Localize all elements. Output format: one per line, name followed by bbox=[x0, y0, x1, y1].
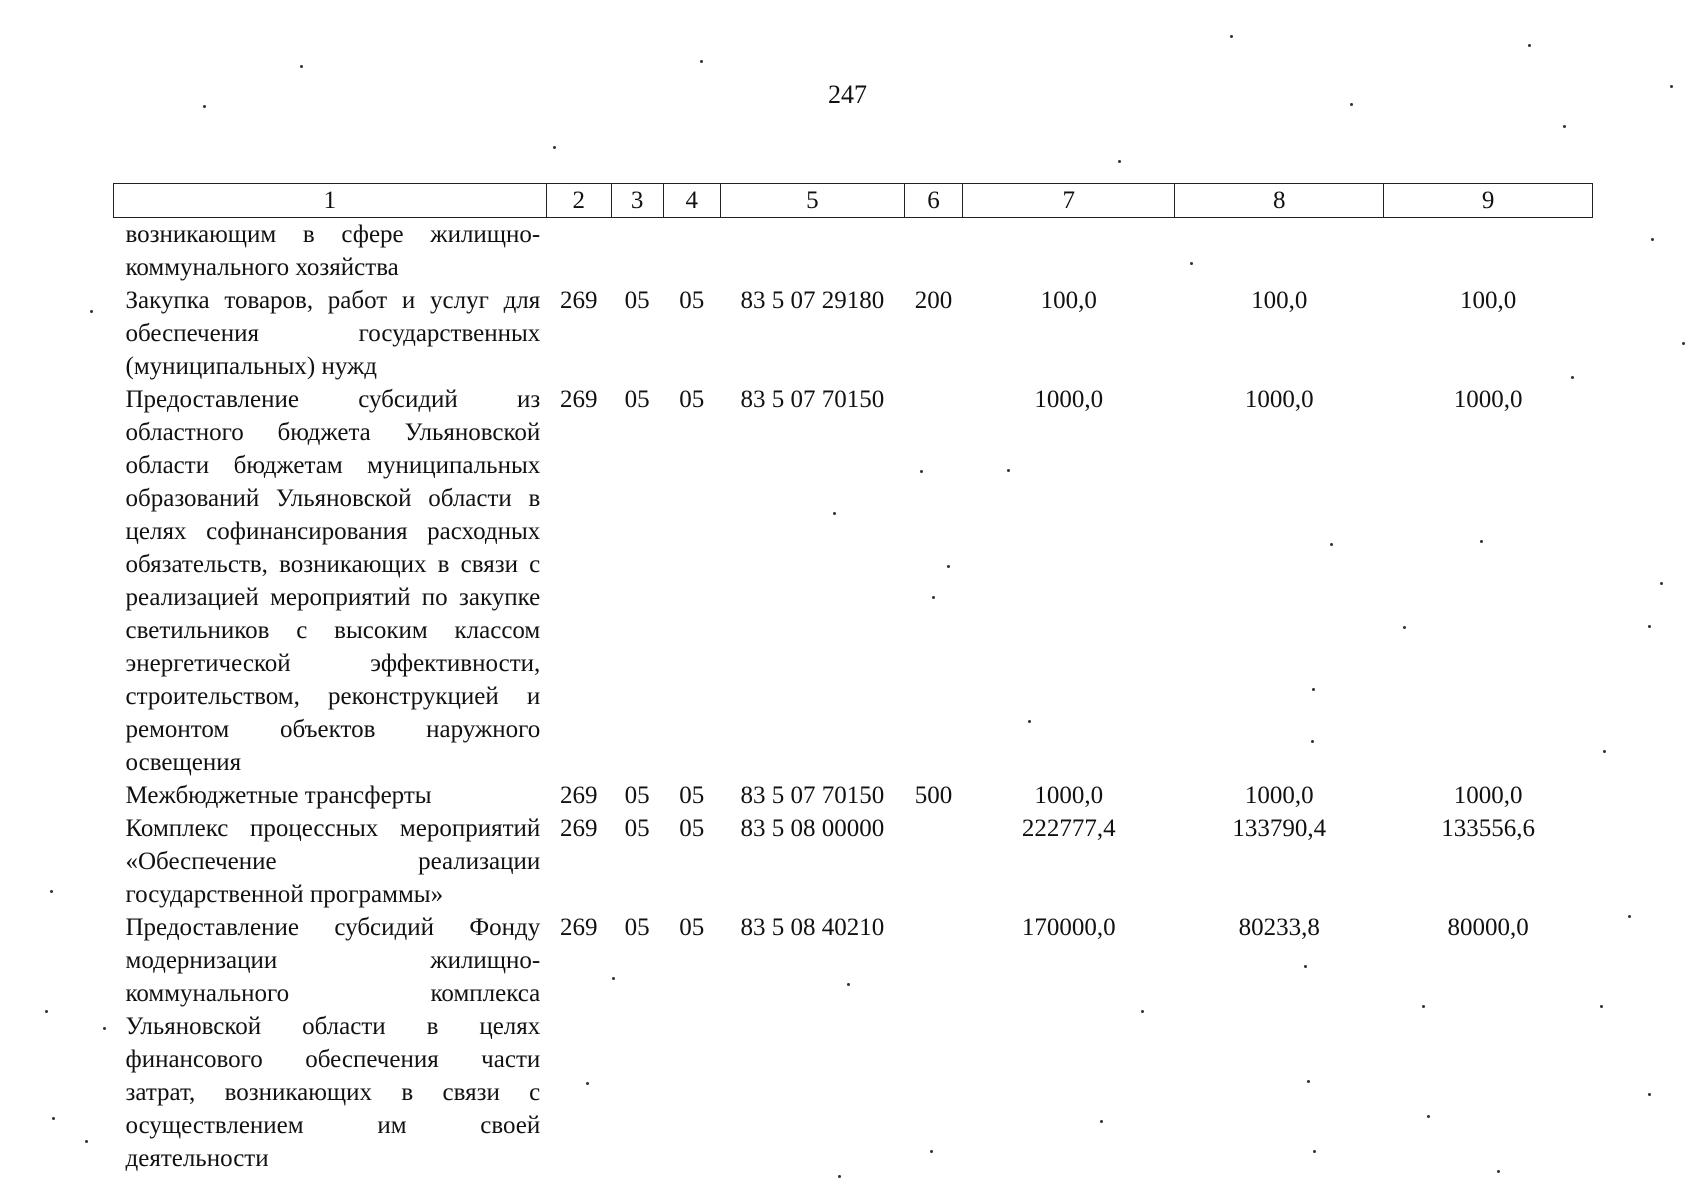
row-amount-col8: 80233,8 bbox=[1238, 914, 1320, 941]
row-subsection-code: 05 bbox=[679, 287, 705, 314]
row-target-code: 83 5 08 40210 bbox=[740, 914, 885, 941]
row-amount-col7: 222777,4 bbox=[1021, 815, 1116, 842]
row-subsection-code: 05 bbox=[679, 782, 705, 809]
header-col-7: 7 bbox=[963, 184, 1175, 218]
scan-speck bbox=[1670, 85, 1673, 88]
scan-speck bbox=[1230, 35, 1233, 38]
row-section-code: 05 bbox=[624, 914, 650, 941]
scan-speck bbox=[1028, 720, 1031, 723]
page-number: 247 bbox=[828, 80, 867, 109]
row-expense-type bbox=[904, 383, 962, 779]
table-row bbox=[114, 284, 1593, 383]
row-amount-col7: 100,0 bbox=[1040, 287, 1097, 314]
scan-speck bbox=[1190, 262, 1193, 265]
row-admin-code: 269 bbox=[559, 815, 598, 842]
row-subsection-code: 05 bbox=[679, 914, 705, 941]
scan-speck bbox=[1007, 469, 1010, 472]
row-amount-col7: 1000,0 bbox=[1034, 386, 1104, 413]
header-col-8: 8 bbox=[1175, 184, 1384, 218]
row-target-code: 83 5 08 00000 bbox=[740, 815, 885, 842]
scan-speck bbox=[700, 60, 703, 63]
scan-speck bbox=[920, 470, 923, 473]
row-admin-code bbox=[546, 218, 611, 285]
row-expense-type bbox=[904, 218, 962, 285]
scan-speck bbox=[1427, 1115, 1430, 1118]
scan-speck bbox=[1313, 1150, 1316, 1153]
scan-speck bbox=[947, 565, 950, 568]
scan-speck bbox=[612, 977, 615, 980]
row-amount-col8: 100,0 bbox=[1251, 287, 1308, 314]
scan-speck bbox=[1682, 342, 1685, 345]
header-col-6: 6 bbox=[904, 184, 962, 218]
scan-speck bbox=[1311, 740, 1314, 743]
scan-speck bbox=[847, 983, 850, 986]
scan-speck bbox=[838, 1175, 841, 1178]
scan-speck bbox=[932, 596, 935, 599]
scan-speck bbox=[1307, 1080, 1310, 1083]
row-description: Предоставление субсидий из областного бюджета Ульяновской области бюджетам муниципальных образований Ульяновской области в целях софинансирования расходных обязательств, возникающих в связи с реализацией мероприятий по закупке светильников с высоким классом энергетической эффективности, строительством, реконструкцией и ремонтом объектов наружного освещения bbox=[125, 386, 541, 776]
row-section-code: 05 bbox=[624, 815, 650, 842]
header-col-5: 5 bbox=[720, 184, 904, 218]
scan-speck bbox=[586, 1082, 589, 1085]
row-description: Комплекс процессных мероприятий «Обеспечение реализации государственной программы» bbox=[125, 815, 541, 908]
row-admin-code: 269 bbox=[559, 386, 598, 413]
row-subsection-code: 05 bbox=[679, 386, 705, 413]
table-row bbox=[114, 383, 1593, 779]
header-col-2: 2 bbox=[546, 184, 611, 218]
scan-speck bbox=[1350, 103, 1353, 106]
scan-speck bbox=[50, 890, 53, 893]
row-amount-col9: 1000,0 bbox=[1453, 386, 1523, 413]
row-amount-col9: 100,0 bbox=[1459, 287, 1517, 314]
table-row bbox=[114, 812, 1593, 911]
row-description: Предоставление субсидий Фонду модернизации жилищно-коммунального комплекса Ульяновской области в целях финансового обеспечения части затрат, возникающих в связи с осуществлением им своей деятельности bbox=[125, 914, 541, 1172]
scan-speck bbox=[300, 65, 303, 68]
scan-speck bbox=[1312, 688, 1315, 691]
scan-speck bbox=[1118, 160, 1121, 163]
scan-speck bbox=[553, 146, 556, 149]
row-amount-col7 bbox=[963, 218, 1175, 285]
scan-speck bbox=[1528, 44, 1531, 47]
scan-speck bbox=[103, 1027, 106, 1030]
row-amount-col7: 1000,0 bbox=[1034, 782, 1104, 809]
header-col-4: 4 bbox=[663, 184, 720, 218]
scan-speck bbox=[1480, 540, 1483, 543]
row-subsection-code: 05 bbox=[679, 815, 705, 842]
scan-speck bbox=[1648, 625, 1651, 628]
row-amount-col9 bbox=[1384, 218, 1593, 285]
row-expense-type: 500 bbox=[914, 782, 953, 809]
scan-speck bbox=[1141, 1010, 1144, 1013]
scan-speck bbox=[90, 310, 93, 313]
scan-speck bbox=[1651, 238, 1654, 241]
row-expense-type: 200 bbox=[914, 287, 953, 314]
budget-table bbox=[113, 183, 1593, 1175]
table-row bbox=[114, 218, 1593, 285]
row-admin-code: 269 bbox=[559, 782, 598, 809]
row-admin-code: 269 bbox=[559, 914, 598, 941]
scan-speck bbox=[1330, 543, 1333, 546]
row-section-code bbox=[611, 218, 663, 285]
row-amount-col8 bbox=[1175, 218, 1384, 285]
row-description: Межбюджетные трансферты bbox=[125, 782, 432, 809]
row-amount-col8: 1000,0 bbox=[1244, 386, 1314, 413]
row-amount-col7: 170000,0 bbox=[1021, 914, 1116, 941]
scan-speck bbox=[85, 1140, 88, 1143]
scan-speck bbox=[1304, 965, 1307, 968]
header-col-1: 1 bbox=[114, 184, 547, 218]
budget-table-container bbox=[113, 183, 1593, 1175]
row-target-code: 83 5 07 29180 bbox=[740, 287, 885, 314]
scan-speck bbox=[1422, 1005, 1425, 1008]
row-description: возникающим в сфере жилищно-коммунального хозяйства bbox=[125, 221, 541, 281]
scan-speck bbox=[1571, 376, 1574, 379]
row-amount-col8: 1000,0 bbox=[1244, 782, 1314, 809]
row-subsection-code bbox=[663, 218, 720, 285]
row-target-code bbox=[720, 218, 904, 285]
row-section-code: 05 bbox=[624, 782, 650, 809]
row-description: Закупка товаров, работ и услуг для обеспечения государственных (муниципальных) нужд bbox=[125, 287, 541, 380]
scan-speck bbox=[1497, 1170, 1500, 1173]
scan-speck bbox=[45, 1010, 48, 1013]
scan-speck bbox=[1563, 125, 1566, 128]
row-amount-col8: 133790,4 bbox=[1232, 815, 1327, 842]
scan-speck bbox=[1403, 626, 1406, 629]
scan-speck bbox=[1628, 915, 1631, 918]
row-expense-type bbox=[904, 812, 962, 911]
header-col-3: 3 bbox=[611, 184, 663, 218]
row-amount-col9: 133556,6 bbox=[1441, 815, 1535, 842]
scan-speck bbox=[833, 512, 836, 515]
scan-speck bbox=[1100, 1120, 1103, 1123]
header-col-9: 9 bbox=[1384, 184, 1593, 218]
scan-speck bbox=[1600, 1005, 1603, 1008]
row-amount-col9: 80000,0 bbox=[1447, 914, 1529, 941]
scan-speck bbox=[52, 1117, 55, 1120]
row-admin-code: 269 bbox=[559, 287, 598, 314]
scan-speck bbox=[1648, 1093, 1651, 1096]
row-amount-col9: 1000,0 bbox=[1453, 782, 1523, 809]
scan-speck bbox=[1660, 582, 1663, 585]
row-section-code: 05 bbox=[624, 386, 650, 413]
scan-speck bbox=[1603, 750, 1606, 753]
row-target-code: 83 5 07 70150 bbox=[740, 782, 885, 809]
table-row bbox=[114, 779, 1593, 812]
header-row bbox=[114, 184, 1593, 218]
row-target-code: 83 5 07 70150 bbox=[740, 386, 885, 413]
table-row bbox=[114, 911, 1593, 1175]
scan-speck bbox=[203, 105, 206, 108]
scan-speck bbox=[930, 1150, 933, 1153]
row-section-code: 05 bbox=[624, 287, 650, 314]
row-expense-type bbox=[904, 911, 962, 1175]
